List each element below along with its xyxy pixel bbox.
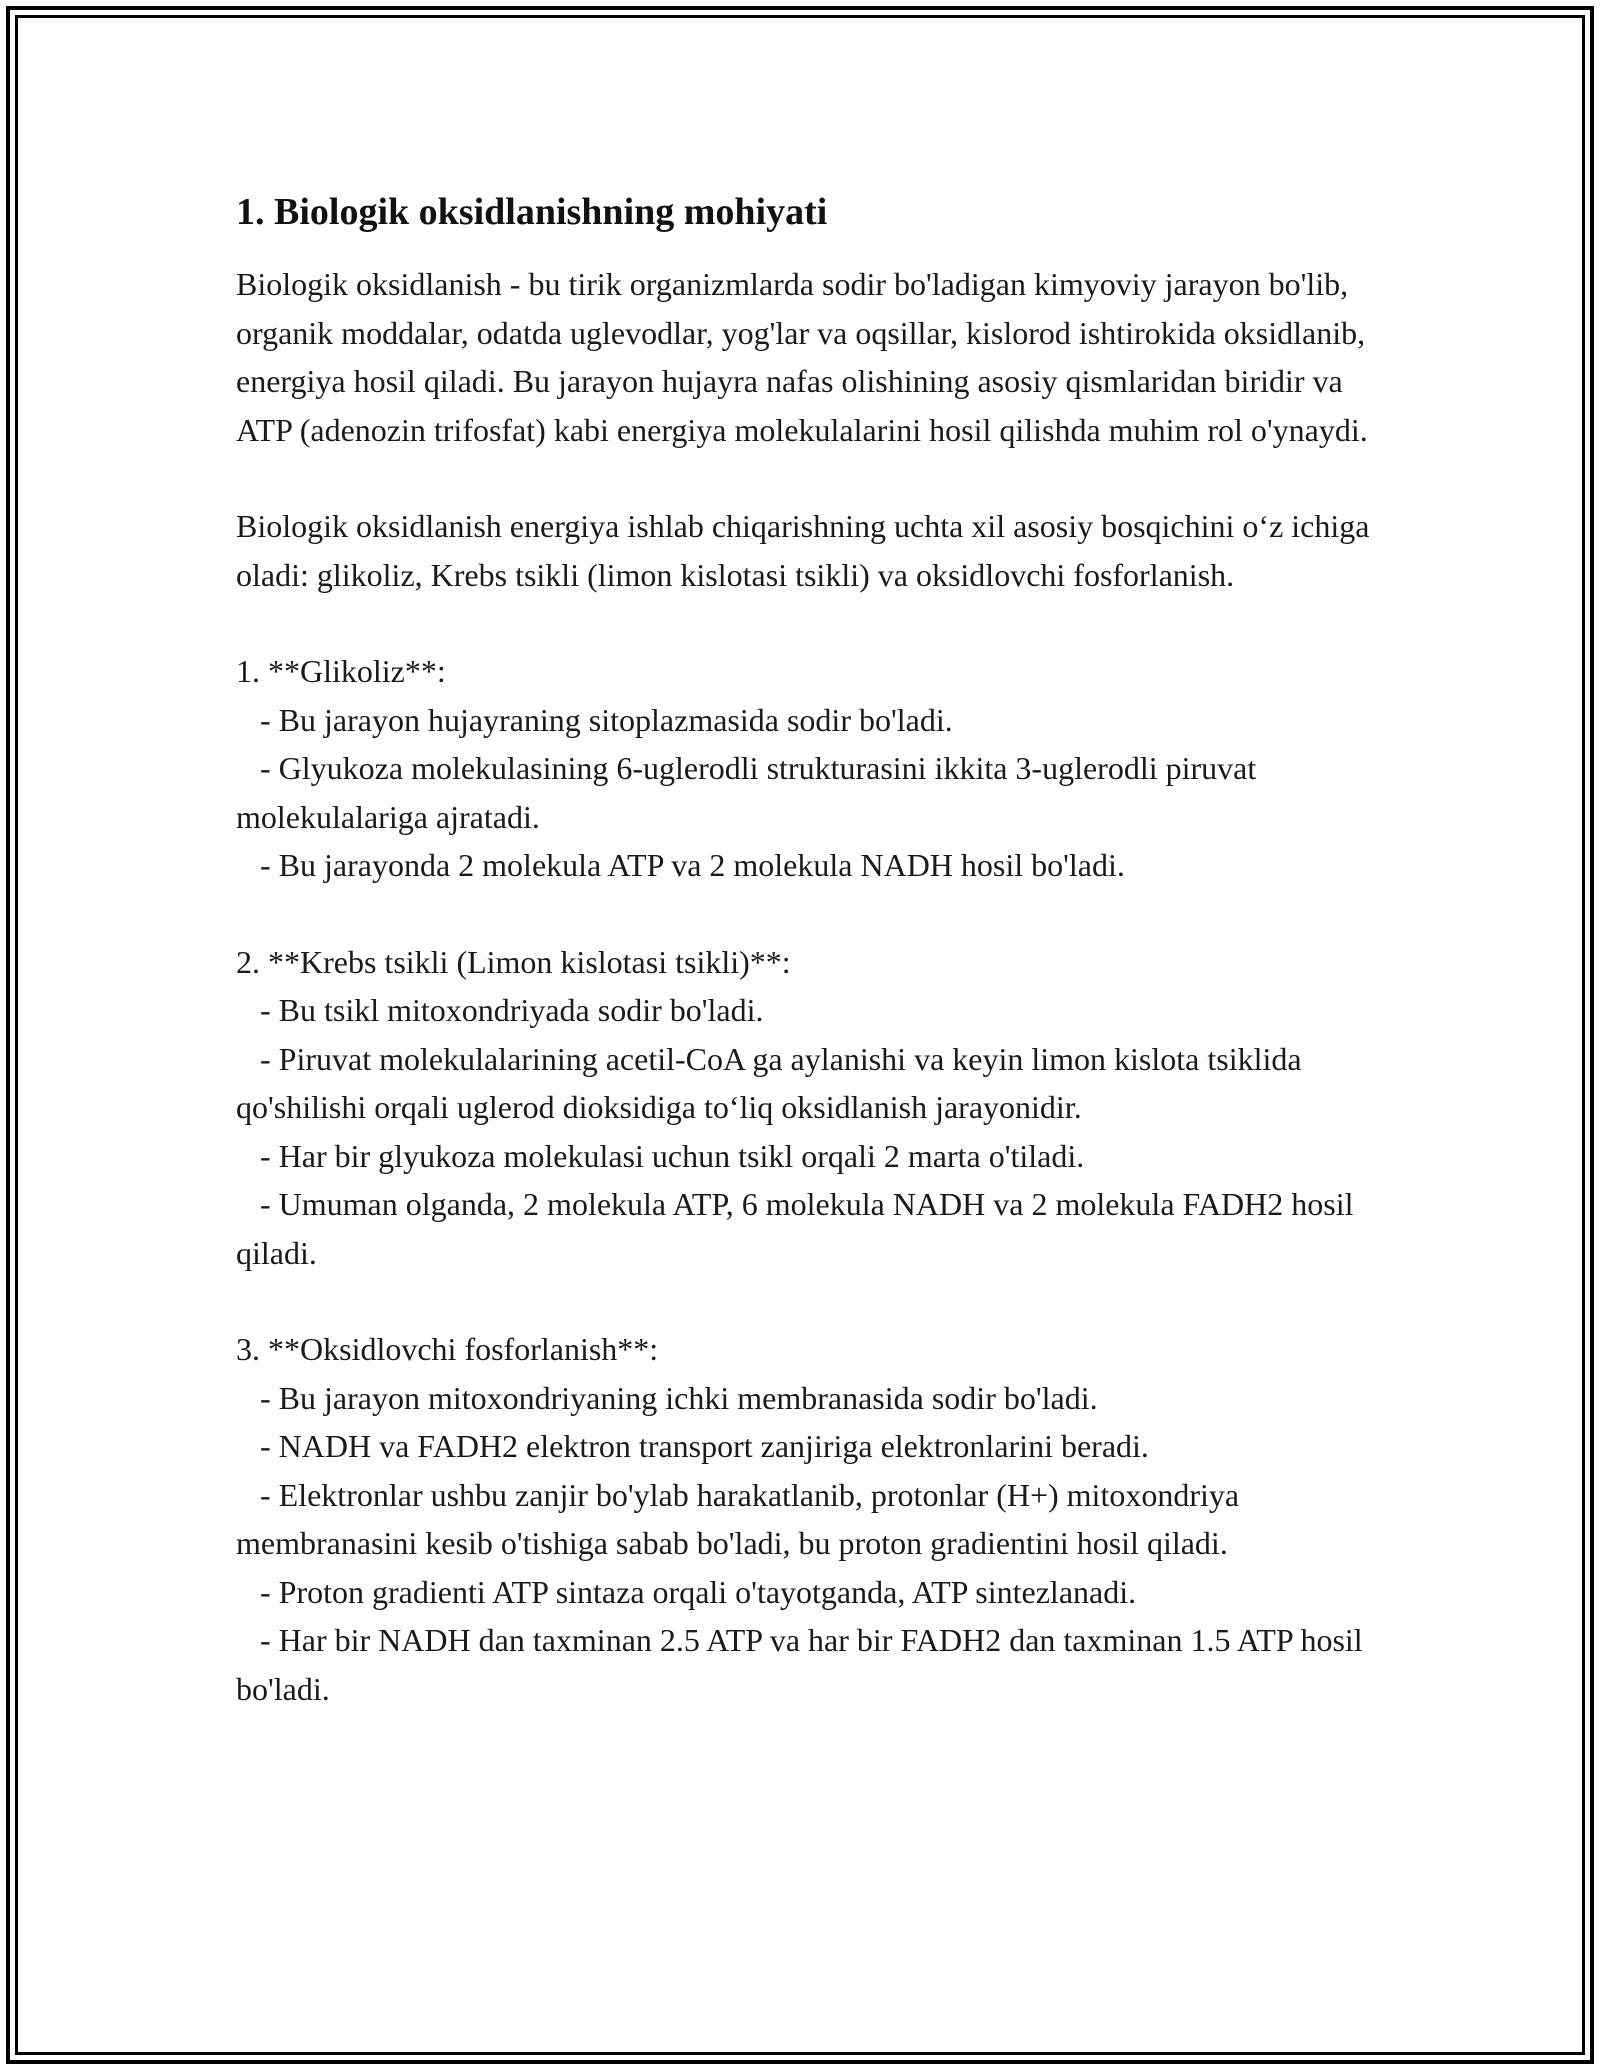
oxphos-title: 3. **Oksidlovchi fosforlanish**: [236,1331,659,1367]
oxphos-section [236,1325,1386,1713]
krebs-bullet: - Piruvat molekulalarining acetil-CoA ga aylanishi va keyin limon kislota tsiklida qo'shilishi orqali uglerod dioksidiga to‘liq oksidlanish jarayonidir. [236,1040,1310,1125]
krebs-bullet: - Bu tsikl mitoxondriyada sodir bo'ladi. [260,992,764,1028]
stages-paragraph: Biologik oksidlanish energiya ishlab chiqarishning uchta xil asosiy bosqichini o‘z ichiga oladi: glikoliz, Krebs tsikli (limon kislotasi tsikli) va oksidlovchi fosforlanish. [236,508,1378,593]
krebs-bullet: - Har bir glyukoza molekulasi uchun tsikl orqali 2 marta o'tiladi. [260,1137,1085,1174]
krebs-section [236,938,1386,1278]
krebs-bullet: - Umuman olganda, 2 molekula ATP, 6 molekula NADH va 2 molekula FADH2 hosil qiladi. [236,1186,1362,1271]
oxphos-bullet: - Har bir NADH dan taxminan 2.5 ATP va har bir FADH2 dan taxminan 1.5 ATP hosil bo'ladi. [236,1622,1371,1707]
intro-paragraph: Biologik oksidlanish - bu tirik organizmlarda sodir bo'ladigan kimyoviy jarayon bo'lib, organik moddalar, odatda uglevodlar, yog'lar va oqsillar, kislorod ishtirokida oksidlanib, energiya hosil qiladi. Bu jarayon hujayra nafas olishining asosiy qismlaridan biridir va ATP (adenozin trifosfat) kabi energiya molekulalarini hosil qilishda muhim rol o'ynaydi. [236,266,1374,448]
oxphos-bullet: - NADH va FADH2 elektron transport zanjiriga elektronlarini beradi. [260,1428,1149,1464]
document-body [236,188,1386,1713]
glycolysis-bullet: - Glyukoza molekulasining 6-uglerodli strukturasini ikkita 3-uglerodli piruvat molekulalariga ajratadi. [236,750,1265,835]
oxphos-bullet: - Bu jarayon mitoxondriyaning ichki membranasida sodir bo'ladi. [260,1379,1098,1416]
glycolysis-bullet: - Bu jarayonda 2 molekula ATP va 2 molekula NADH hosil bo'ladi. [260,847,1125,883]
oxphos-bullet: - Proton gradienti ATP sintaza orqali o'tayotganda, ATP sintezlanadi. [260,1573,1137,1610]
glycolysis-bullet: - Bu jarayon hujayraning sitoplazmasida sodir bo'ladi. [260,701,953,738]
krebs-title: 2. **Krebs tsikli (Limon kislotasi tsikli)**: [236,943,791,980]
glycolysis-title: 1. **Glikoliz**: [236,653,446,689]
glycolysis-section [236,647,1386,890]
section-heading: 1. Biologik oksidlanishning mohiyati [236,191,828,233]
oxphos-bullet: - Elektronlar ushbu zanjir bo'ylab harakatlanib, protonlar (H+) mitoxondriya membranasini kesib o'tishiga sabab bo'ladi, bu proton gradientini hosil qiladi. [236,1476,1248,1561]
